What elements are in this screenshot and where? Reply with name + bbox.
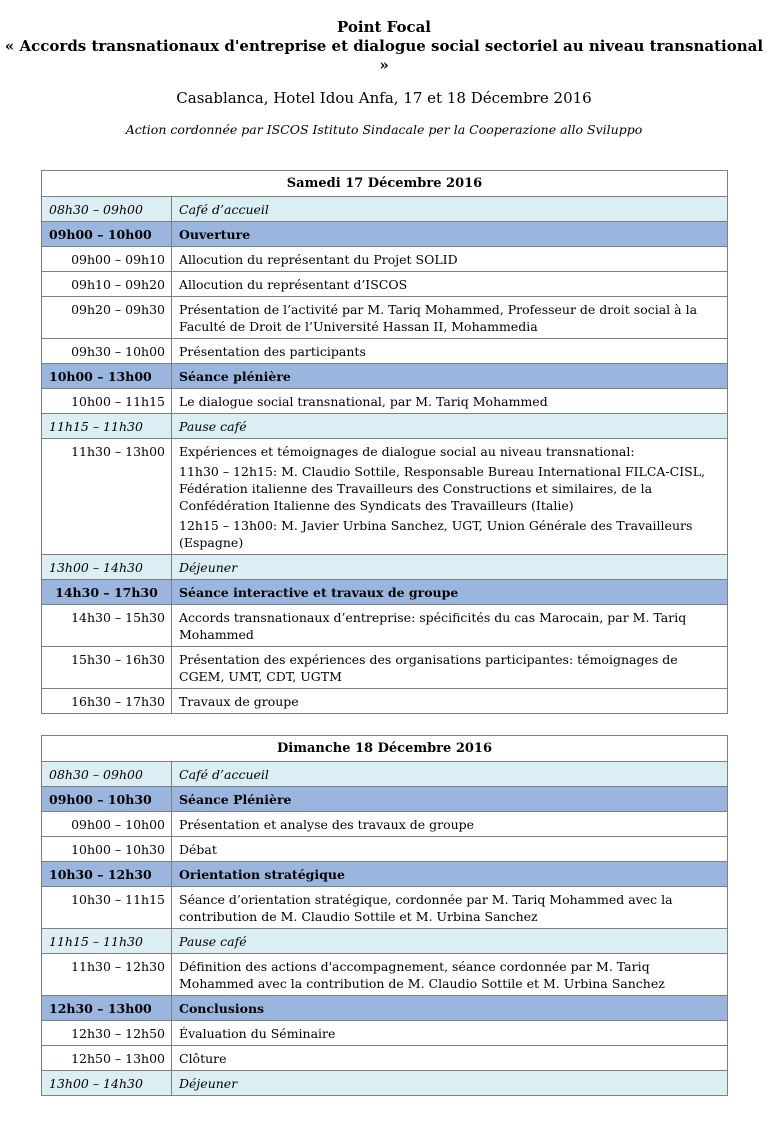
session-description xyxy=(172,555,728,580)
time-slot: 10h00 – 10h30 xyxy=(42,837,172,862)
day-title: Samedi 17 Décembre 2016 xyxy=(42,171,728,197)
session-description xyxy=(172,787,728,812)
schedule-row-item xyxy=(42,1021,728,1046)
schedule-row-item xyxy=(42,812,728,837)
time-slot: 11h15 – 11h30 xyxy=(42,929,172,954)
schedule-row-item xyxy=(42,439,728,555)
session-text: Conclusions xyxy=(179,1001,265,1016)
session-text: Définition des actions d'accompagnement, séance cordonnée par M. Tariq Mohammed avec la contribution de M. Claudio Sottile et M. Urbina Sanchez xyxy=(179,959,665,991)
session-text: Ouverture xyxy=(179,227,251,242)
schedule-row-pause xyxy=(42,197,728,222)
session-text: Débat xyxy=(179,842,217,857)
time-slot: 10h00 – 13h00 xyxy=(42,364,172,389)
session-description xyxy=(172,837,728,862)
day-title: Dimanche 18 Décembre 2016 xyxy=(42,736,728,762)
schedule-row-item xyxy=(42,647,728,689)
time-slot: 12h30 – 12h50 xyxy=(42,1021,172,1046)
time-slot: 11h15 – 11h30 xyxy=(42,414,172,439)
time-slot: 11h30 – 13h00 xyxy=(42,439,172,555)
organizer-note: Action cordonnée par ISCOS Istituto Sindacale per la Cooperazione allo Sviluppo xyxy=(125,122,643,137)
schedule-row-section xyxy=(42,787,728,812)
session-description xyxy=(172,862,728,887)
schedule-row-section xyxy=(42,580,728,605)
schedule-row-pause xyxy=(42,414,728,439)
document-header xyxy=(0,0,768,138)
schedule-row-item xyxy=(42,272,728,297)
schedule-row-item xyxy=(42,1046,728,1071)
session-text: Déjeuner xyxy=(179,1076,238,1091)
session-text: Présentation et analyse des travaux de groupe xyxy=(179,817,475,832)
session-description xyxy=(172,297,728,339)
session-text: Pause café xyxy=(179,419,247,434)
session-description xyxy=(172,1046,728,1071)
schedule-row-section xyxy=(42,364,728,389)
schedule-row-pause xyxy=(42,762,728,787)
time-slot: 11h30 – 12h30 xyxy=(42,954,172,996)
schedule-row-section xyxy=(42,996,728,1021)
session-description xyxy=(172,414,728,439)
session-description xyxy=(172,887,728,929)
time-slot: 15h30 – 16h30 xyxy=(42,647,172,689)
session-description xyxy=(172,272,728,297)
session-description xyxy=(172,929,728,954)
time-slot: 10h30 – 11h15 xyxy=(42,887,172,929)
session-text: 11h30 – 12h15: M. Claudio Sottile, Responsable Bureau International FILCA-CISL, Fédération italienne des Travailleurs des Constructions et similaires, de la Confédération Italienne des Syndicats des Travailleurs (Italie) xyxy=(179,464,705,513)
time-slot: 13h00 – 14h30 xyxy=(42,555,172,580)
schedule-row-item xyxy=(42,389,728,414)
session-description xyxy=(172,339,728,364)
schedule-row-pause xyxy=(42,555,728,580)
session-text: Le dialogue social transnational, par M. Tariq Mohammed xyxy=(179,394,548,409)
session-description xyxy=(172,1071,728,1096)
event-location-date: Casablanca, Hotel Idou Anfa, 17 et 18 Décembre 2016 xyxy=(176,89,592,107)
schedule-table-day2 xyxy=(41,735,728,1096)
schedule-row-pause xyxy=(42,1071,728,1096)
time-slot: 14h30 – 15h30 xyxy=(42,605,172,647)
time-slot: 14h30 – 17h30 xyxy=(42,580,172,605)
schedule-row-item xyxy=(42,689,728,714)
session-description xyxy=(172,1021,728,1046)
session-text: Séance interactive et travaux de groupe xyxy=(179,585,459,600)
schedule-row-item xyxy=(42,887,728,929)
time-slot: 09h00 – 09h10 xyxy=(42,247,172,272)
schedule-row-item xyxy=(42,605,728,647)
time-slot: 12h30 – 13h00 xyxy=(42,996,172,1021)
session-description xyxy=(172,647,728,689)
session-description xyxy=(172,996,728,1021)
session-description xyxy=(172,954,728,996)
schedule-row-item xyxy=(42,339,728,364)
session-text: Présentation de l’activité par M. Tariq Mohammed, Professeur de droit social à la Faculté de Droit de l’Université Hassan II, Mohammedia xyxy=(179,302,698,334)
session-text: Expériences et témoignages de dialogue social au niveau transnational: xyxy=(179,444,635,459)
session-description xyxy=(172,812,728,837)
time-slot: 09h30 – 10h00 xyxy=(42,339,172,364)
session-text: 12h15 – 13h00: M. Javier Urbina Sanchez, UGT, Union Générale des Travailleurs (Espagne) xyxy=(179,518,693,550)
time-slot: 08h30 – 09h00 xyxy=(42,197,172,222)
session-text: Séance plénière xyxy=(179,369,291,384)
time-slot: 09h00 – 10h30 xyxy=(42,787,172,812)
session-description xyxy=(172,580,728,605)
session-text: Allocution du représentant d’ISCOS xyxy=(179,277,408,292)
session-description xyxy=(172,364,728,389)
time-slot: 09h00 – 10h00 xyxy=(42,222,172,247)
schedule-row-section xyxy=(42,222,728,247)
schedule-row-item xyxy=(42,837,728,862)
session-text: Présentation des participants xyxy=(179,344,366,359)
session-text: Accords transnationaux d’entreprise: spécificités du cas Marocain, par M. Tariq Mohammed xyxy=(179,610,687,642)
session-description xyxy=(172,389,728,414)
time-slot: 09h10 – 09h20 xyxy=(42,272,172,297)
session-text: Présentation des expériences des organisations participantes: témoignages de CGEM, UMT, CDT, UGTM xyxy=(179,652,678,684)
time-slot: 09h20 – 09h30 xyxy=(42,297,172,339)
session-description xyxy=(172,247,728,272)
schedule-row-item xyxy=(42,247,728,272)
time-slot: 12h50 – 13h00 xyxy=(42,1046,172,1071)
session-text: Clôture xyxy=(179,1051,227,1066)
session-description xyxy=(172,689,728,714)
session-description xyxy=(172,762,728,787)
session-text: Séance Plénière xyxy=(179,792,292,807)
time-slot: 13h00 – 14h30 xyxy=(42,1071,172,1096)
session-description xyxy=(172,197,728,222)
schedule-row-pause xyxy=(42,929,728,954)
session-description xyxy=(172,222,728,247)
session-text: Pause café xyxy=(179,934,247,949)
schedule-row-item xyxy=(42,297,728,339)
session-text: Café d’accueil xyxy=(179,767,269,782)
session-text: Évaluation du Séminaire xyxy=(179,1026,336,1041)
session-text: Travaux de groupe xyxy=(179,694,299,709)
document-title: Point Focal xyxy=(336,18,432,36)
session-text: Café d’accueil xyxy=(179,202,269,217)
document-subtitle: « Accords transnationaux d'entreprise et dialogue social sectoriel au niveau transnational » xyxy=(4,37,764,74)
session-text: Séance d’orientation stratégique, cordonnée par M. Tariq Mohammed avec la contribution de M. Claudio Sottile et M. Urbina Sanchez xyxy=(179,892,673,924)
schedule-row-item xyxy=(42,954,728,996)
schedule-table-day1 xyxy=(41,170,728,714)
session-description xyxy=(172,605,728,647)
time-slot: 10h00 – 11h15 xyxy=(42,389,172,414)
time-slot: 08h30 – 09h00 xyxy=(42,762,172,787)
schedule-row-section xyxy=(42,862,728,887)
time-slot: 16h30 – 17h30 xyxy=(42,689,172,714)
session-description xyxy=(172,439,728,555)
session-text: Orientation stratégique xyxy=(179,867,345,882)
time-slot: 10h30 – 12h30 xyxy=(42,862,172,887)
session-text: Déjeuner xyxy=(179,560,238,575)
time-slot: 09h00 – 10h00 xyxy=(42,812,172,837)
session-text: Allocution du représentant du Projet SOLID xyxy=(179,252,458,267)
